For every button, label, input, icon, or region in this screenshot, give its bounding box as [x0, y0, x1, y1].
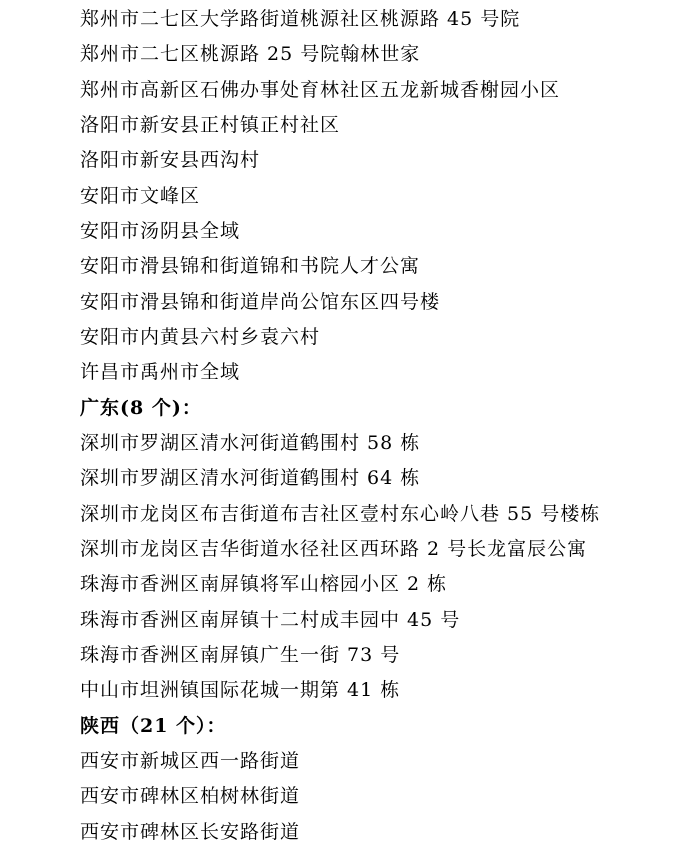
list-item: 郑州市二七区桃源路 25 号院翰林世家	[80, 43, 421, 65]
section-heading: 陕西（21 个）：	[80, 715, 227, 737]
list-item: 安阳市滑县锦和街道锦和书院人才公寓	[80, 255, 421, 277]
list-item: 珠海市香洲区南屏镇十二村成丰园中 45 号	[80, 609, 461, 631]
list-item: 许昌市禹州市全域	[80, 361, 241, 383]
list-item: 西安市新城区西一路街道	[80, 750, 301, 772]
list-item: 深圳市罗湖区清水河街道鹤围村 64 栋	[80, 467, 421, 489]
list-item: 深圳市龙岗区吉华街道水径社区西环路 2 号长龙富辰公寓	[80, 538, 588, 560]
list-item: 珠海市香洲区南屏镇将军山榕园小区 2 栋	[80, 573, 448, 595]
list-item: 安阳市滑县锦和街道岸尚公馆东区四号楼	[80, 291, 441, 313]
list-item: 郑州市二七区大学路街道桃源社区桃源路 45 号院	[80, 8, 521, 30]
list-item: 郑州市高新区石佛办事处育林社区五龙新城香榭园小区	[80, 79, 561, 101]
list-item: 西安市碑林区长安路街道	[80, 821, 301, 843]
list-item: 洛阳市新安县西沟村	[80, 149, 261, 171]
list-item: 中山市坦洲镇国际花城一期第 41 栋	[80, 679, 401, 701]
list-item: 安阳市文峰区	[80, 185, 201, 207]
list-item: 深圳市龙岗区布吉街道布吉社区壹村东心岭八巷 55 号楼栋	[80, 503, 601, 525]
section-heading: 广东(8 个)：	[80, 397, 202, 419]
list-item: 安阳市汤阴县全域	[80, 220, 241, 242]
list-item: 深圳市罗湖区清水河街道鹤围村 58 栋	[80, 432, 421, 454]
list-item: 珠海市香洲区南屏镇广生一街 73 号	[80, 644, 401, 666]
list-item: 洛阳市新安县正村镇正村社区	[80, 114, 341, 136]
list-item: 西安市碑林区柏树林街道	[80, 785, 301, 807]
list-item: 安阳市内黄县六村乡袁六村	[80, 326, 321, 348]
